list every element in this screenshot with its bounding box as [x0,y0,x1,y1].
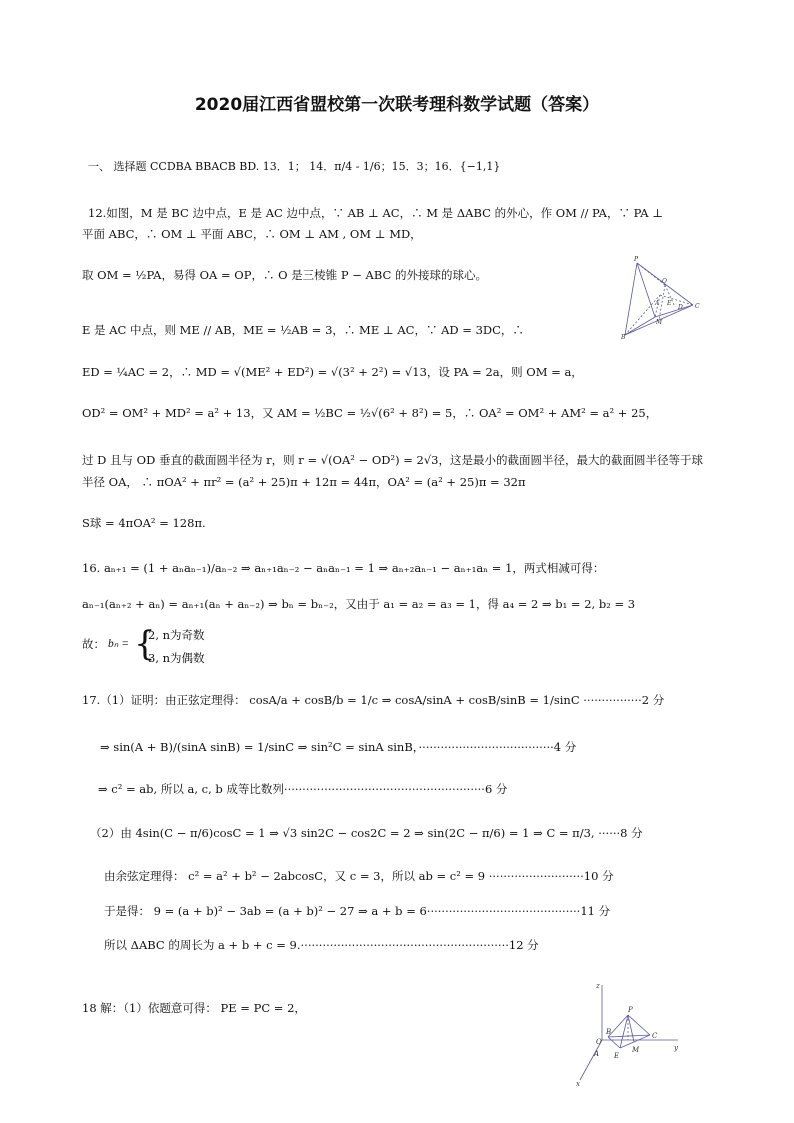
q17-line-1: 17.（1）证明：由正弦定理得： cosA/a + cosB/b = 1/c ⇒ cosA/sinA + cosB/sinB = 1/sinC ················2 分 [82,693,665,707]
fig2-label-c: C [652,1032,658,1040]
q12-line-3: 取 OM = ½PA，易得 OA = OP，∴ O 是三棱锥 P − ABC 的外接球的球心。 [82,268,487,282]
q12-line-1: 12.如图，M 是 BC 边中点，E 是 AC 边中点，∵ AB ⊥ AC，∴ M 是 ΔABC 的外心，作 OM // PA，∵ PA ⊥ [88,206,664,220]
fig2-label-e: E [614,1052,620,1060]
fig2-label-p: P [628,1006,633,1014]
page-title: 2020届江西省盟校第一次联考理科数学试题（答案） [194,95,600,115]
q12-line-6: OD² = OM² + MD² = a² + 13，又 AM = ½BC = ½√(6² + 8²) = 5，∴ OA² = OM² + AM² = a² + 25， [82,406,658,420]
fig2-label-y: y [674,1044,678,1052]
fig2-label-m: M [632,1046,640,1054]
answer-summary: 一、 选择题 CCDBA BBACB BD. 13．1； 14．π/4 - 1/6；15．3；16．{−1,1} [88,160,501,173]
q17-line-5: 由余弦定理得： c² = a² + b² − 2abcosC，又 c = 3，所以 ab = c² = 9 ··························10 分 [104,869,614,883]
q12-line-4: E 是 AC 中点，则 ME // AB，ME = ½AB = 3，∴ ME ⊥ AC，∵ AD = 3DC，∴ [82,323,524,337]
fig1-label-a: A [655,300,660,307]
q16-case-odd: 2, n为奇数 [148,628,205,642]
q18-line-1: 18 解：（1）依题意可得： PE = PC = 2， [82,1001,306,1015]
q16-bn-symbol: bₙ = [108,638,129,650]
q17-line-2: ⇒ sin(A + B)/(sinA sinB) = 1/sinC ⇒ sin²C = sinA sinB，·····································4 分 [100,740,577,754]
q12-line-5: ED = ¼AC = 2，∴ MD = √(ME² + ED²) = √(3² + 2²) = √13，设 PA = 2a，则 OM = a， [82,365,583,379]
q16-line-1: 16. aₙ₊₁ = (1 + aₙaₙ₋₁)/aₙ₋₂ ⇒ aₙ₊₁aₙ₋₂ − aₙaₙ₋₁ = 1 ⇒ aₙ₊₂aₙ₋₁ − aₙ₊₁aₙ = 1，两式相减可得： [82,561,605,575]
q16-line-2: aₙ₋₁(aₙ₊₂ + aₙ) = aₙ₊₁(aₙ + aₙ₋₂) ⇒ bₙ = bₙ₋₂，又由于 a₁ = a₂ = a₃ = 1，得 a₄ = 2 ⇒ b₁ = 2, b₂ = 3 [82,597,636,611]
coordinate-figure [568,980,690,1090]
q17-line-4: （2）由 4sin(C − π/6)cosC = 1 ⇒ √3 sin2C − cos2C = 2 ⇒ sin(2C − π/6) = 1 ⇒ C = π/3, ······8 分 [90,826,643,840]
fig2-label-a: A [594,1050,600,1058]
tetrahedron-figure [615,255,707,340]
fig1-label-d: D [678,304,683,311]
q16-line-3-label: 故： [82,637,105,651]
q12-line-8: 半径 OA， ∴ πOA² + πr² = (a² + 25)π + 12π = 44π，OA² = (a² + 25)π = 32π [82,475,526,489]
q12-line-2: 平面 ABC，∴ OM ⊥ 平面 ABC，∴ OM ⊥ AM , OM ⊥ MD， [82,227,422,241]
fig2-label-z: z [596,982,600,990]
fig1-label-b: B [621,334,626,340]
q12-line-9: S球 = 4πOA² = 128π. [82,516,206,530]
q16-brace: { [134,624,156,664]
q17-line-3: ⇒ c² = ab, 所以 a, c, b 成等比数列·······················································6 分 [98,782,508,796]
fig1-label-o: O [662,278,667,285]
fig1-label-e: E [667,300,672,307]
q16-case-even: 3, n为偶数 [148,651,205,665]
q17-line-7: 所以 ΔABC 的周长为 a + b + c = 9.·························································12 分 [104,938,539,952]
fig2-label-o: O [596,1038,602,1046]
fig2-label-b: B [606,1028,612,1036]
fig1-label-m: M [656,319,663,326]
q12-line-7: 过 D 且与 OD 垂直的截面圆半径为 r，则 r = √(OA² − OD²) = 2√3，这是最小的截面圆半径，最大的截面圆半径等于球 [82,453,703,467]
fig1-label-p: P [634,256,639,263]
fig1-label-c: C [695,303,700,310]
fig2-label-x: x [576,1080,580,1088]
q17-line-6: 于是得： 9 = (a + b)² − 3ab = (a + b)² − 27 ⇒ a + b = 6··········································11 分 [104,904,611,918]
